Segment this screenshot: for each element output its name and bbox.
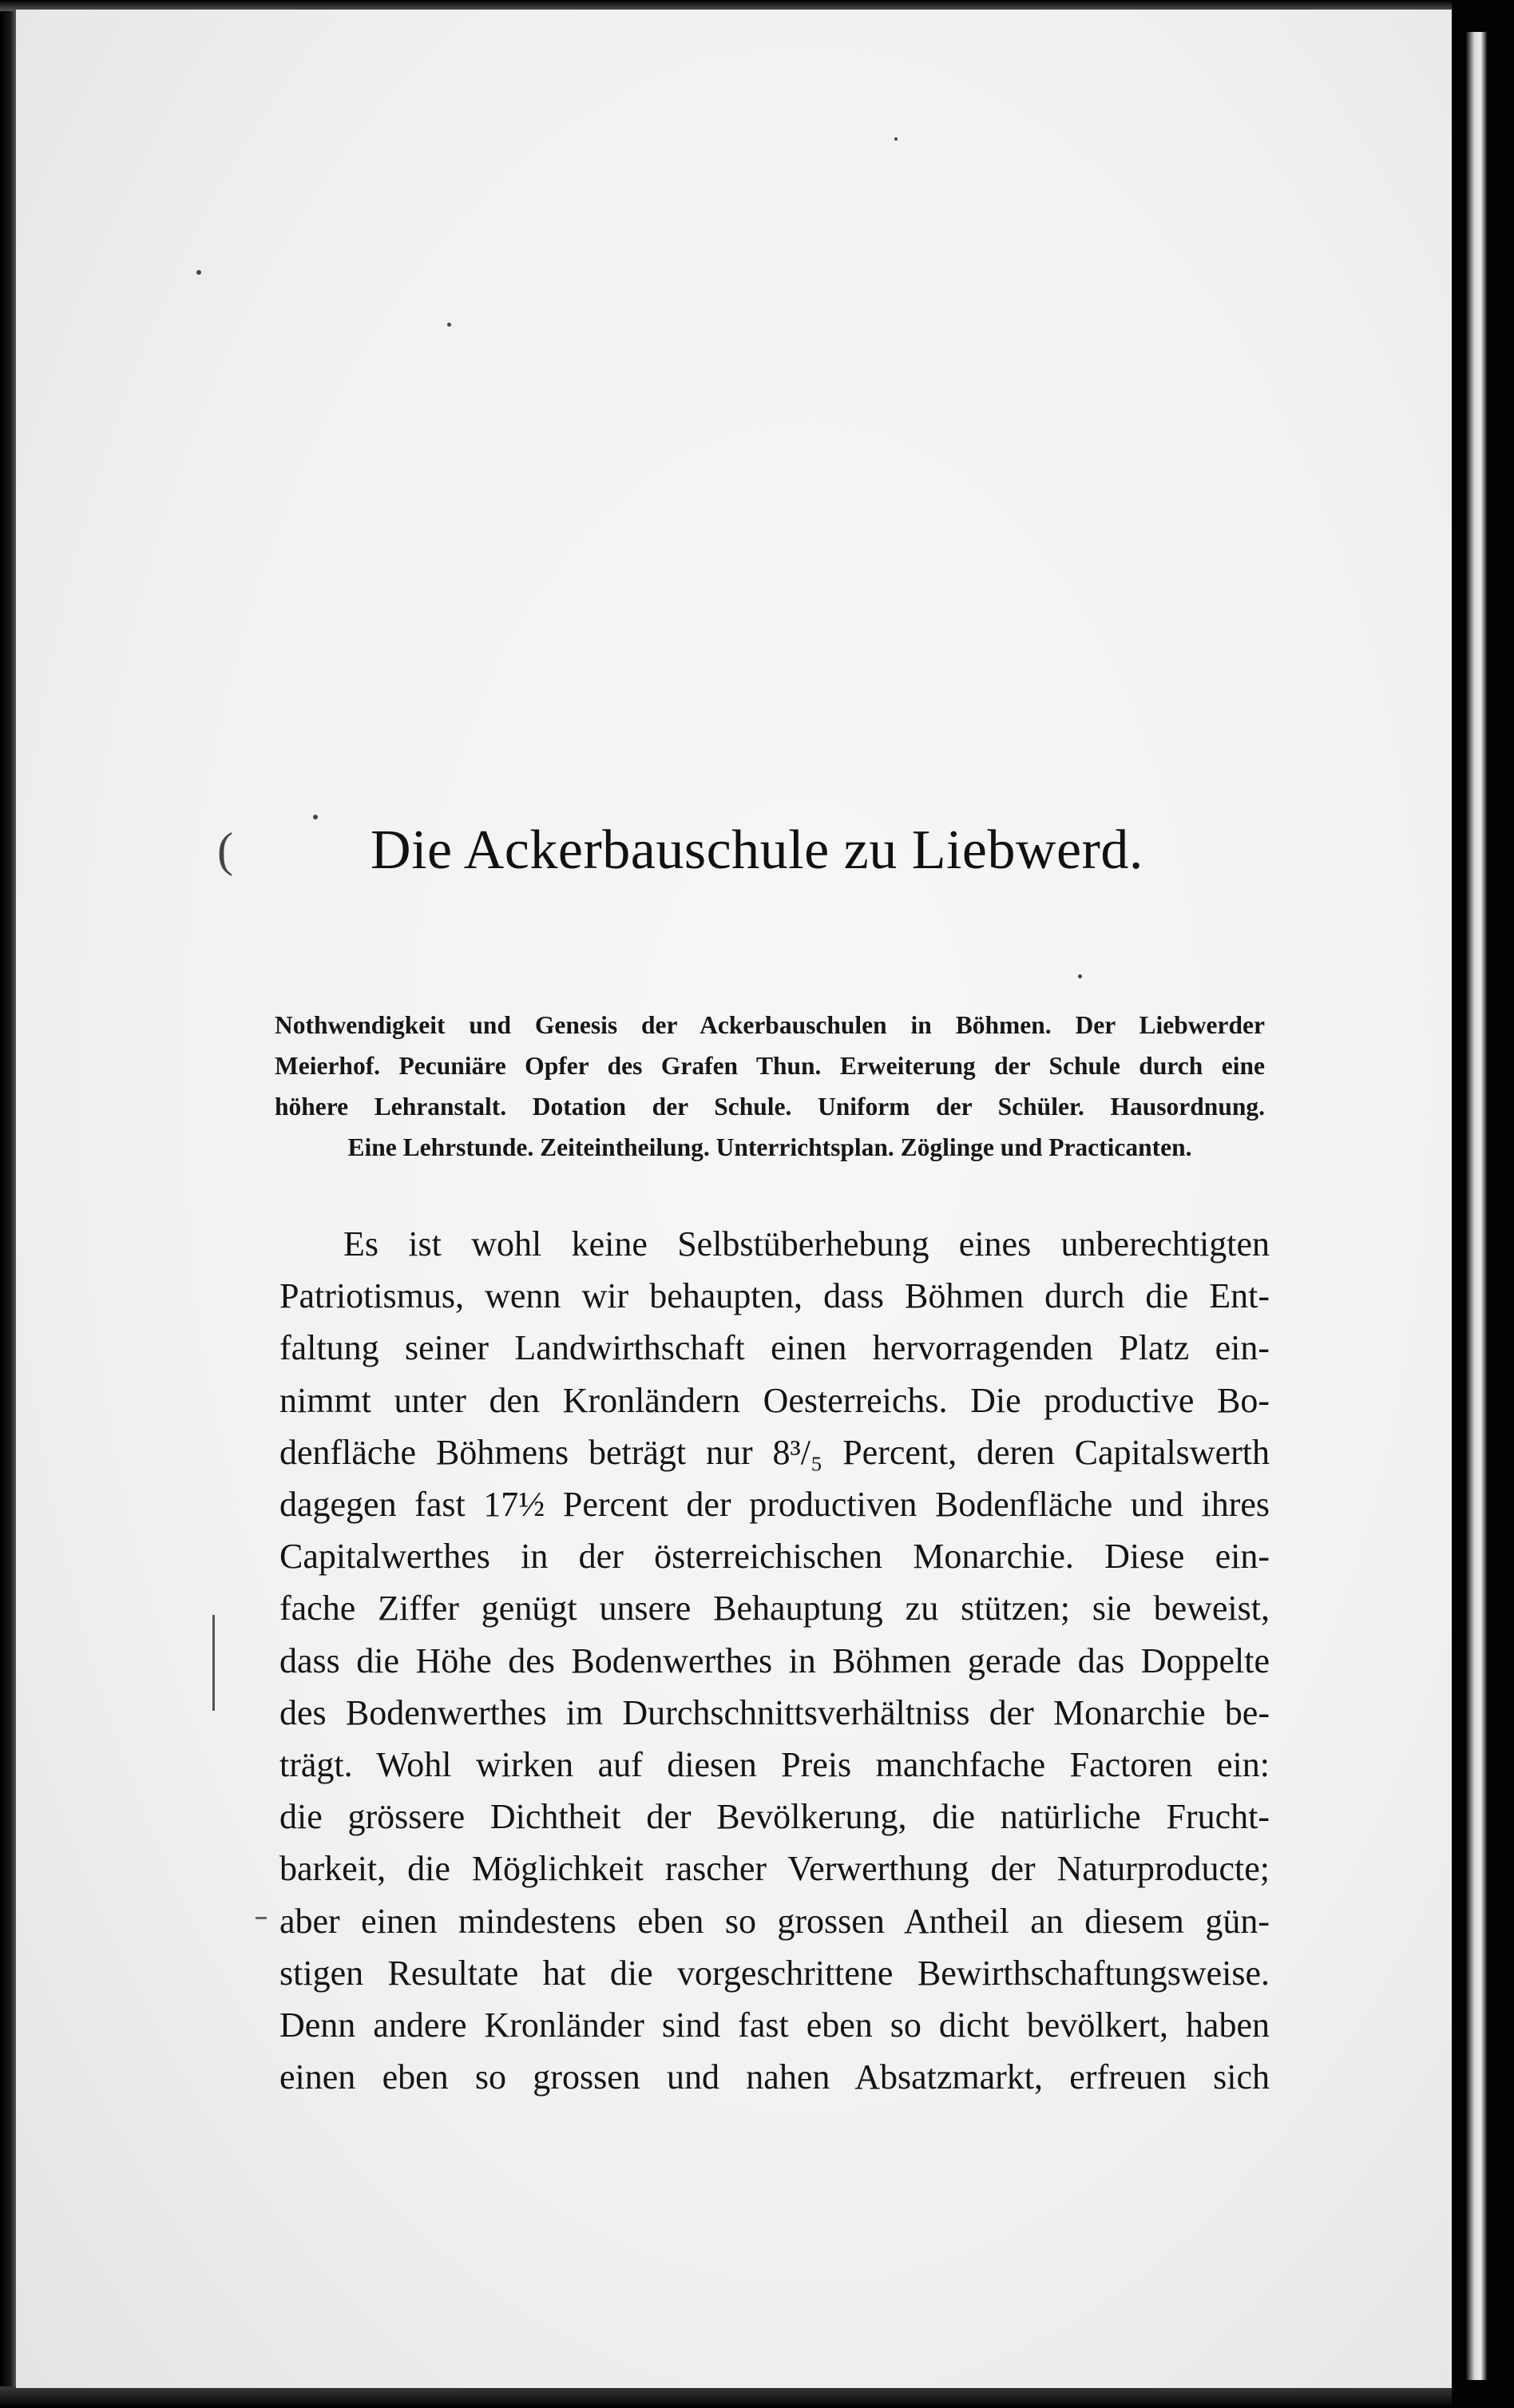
summary-line: Meierhof. Pecuniäre Opfer des Grafen Thun. Erweiterung der Schule durch eine [275, 1052, 1265, 1080]
body-line: faltung seiner Landwirthschaft einen hervorragenden Platz ein- [279, 1328, 1270, 1368]
body-line: fache Ziffer genügt unsere Behauptung zu stützen; sie beweist, [279, 1589, 1270, 1628]
body-line: barkeit, die Möglichkeit rascher Verwerthung der Naturproducte; [279, 1849, 1270, 1889]
next-page-edge [1466, 32, 1487, 2380]
scan-speck [894, 137, 898, 141]
body-line: dagegen fast 17½ Percent der productiven Bodenfläche und ihres [279, 1485, 1270, 1525]
summary-line: höhere Lehranstalt. Dotation der Schule. Uniform der Schüler. Hausordnung. [275, 1093, 1265, 1121]
body-line: stigen Resultate hat die vorgeschrittene Bewirthschaftungsweise. [279, 1953, 1270, 1993]
body-line: die grössere Dichtheit der Bevölkerung, die natürliche Frucht- [279, 1797, 1270, 1837]
margin-rule-mark [212, 1615, 215, 1711]
scan-speck [1078, 974, 1082, 978]
scan-speck [196, 270, 201, 275]
body-line: Patriotismus, wenn wir behaupten, dass Böhmen durch die Ent- [279, 1276, 1270, 1316]
body-line: des Bodenwerthes im Durchschnittsverhältniss der Monarchie be- [279, 1692, 1270, 1732]
body-line: Capitalwerthes in der österreichischen Monarchie. Diese ein- [279, 1537, 1270, 1577]
margin-tick-mark [256, 1917, 267, 1919]
body-line: denfläche Böhmens beträgt nur 8³/₅ Percent, deren Capitalswerth [279, 1432, 1270, 1472]
body-line: dass die Höhe des Bodenwerthes in Böhmen gerade das Doppelte [279, 1640, 1270, 1680]
margin-bracket-mark: ( [217, 823, 233, 876]
scan-speck [447, 323, 451, 327]
body-line: nimmt unter den Kronländern Oesterreichs. Die productive Bo- [279, 1380, 1270, 1420]
body-line: trägt. Wohl wirken auf diesen Preis manchfache Factoren ein: [279, 1745, 1270, 1785]
body-line: Es ist wohl keine Selbstüberhebung eines unberechtigten [343, 1224, 1270, 1264]
scan-border-bottom [0, 2386, 1514, 2408]
body-line: aber einen mindestens eben so grossen Antheil an diesem gün- [279, 1901, 1270, 1941]
body-line: einen eben so grossen und nahen Absatzmarkt, erfreuen sich [279, 2057, 1270, 2097]
summary-line: Nothwendigkeit und Genesis der Ackerbauschulen in Böhmen. Der Liebwerder [275, 1011, 1265, 1039]
body-paragraph [279, 1218, 1270, 2103]
body-line: Denn andere Kronländer sind fast eben so dicht bevölkert, haben [279, 2005, 1270, 2045]
chapter-title: Die Ackerbauschule zu Liebwerd. [371, 819, 1143, 881]
summary-line: Eine Lehrstunde. Zeiteintheilung. Unterrichtsplan. Zöglinge und Practicanten. [347, 1133, 1192, 1161]
scan-border-left [0, 0, 18, 2408]
chapter-summary [275, 1005, 1265, 1168]
